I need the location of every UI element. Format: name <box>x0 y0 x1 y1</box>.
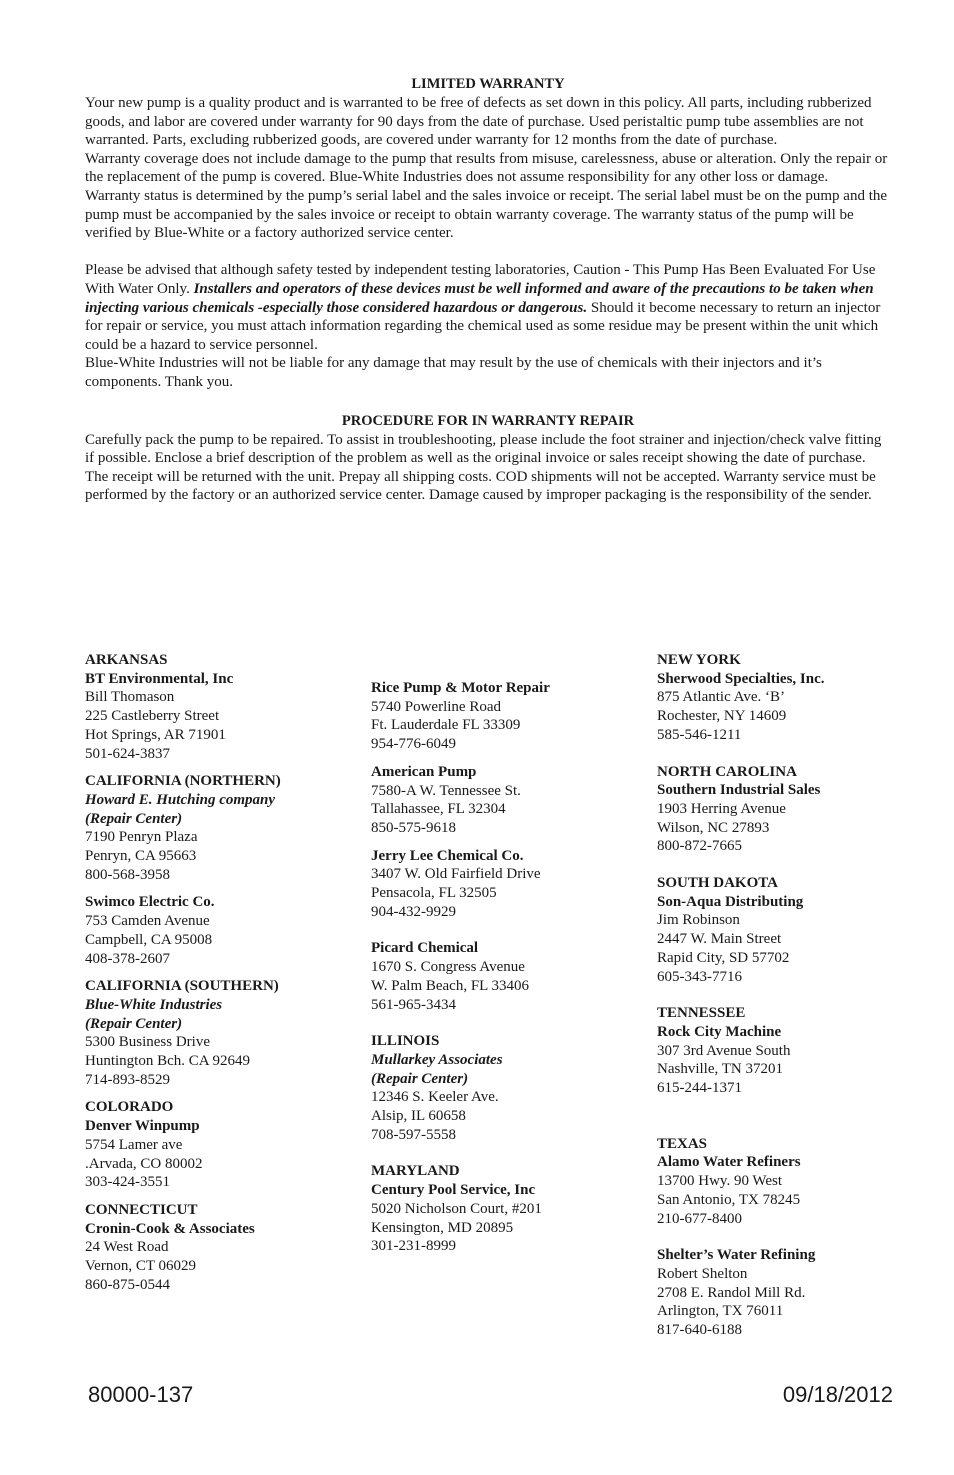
warranty-paragraph-2: Warranty coverage does not include damage to the pump that results from misuse, carelessness, abuse or alteration. Only the repair or the replacement of the pump is covered. Blue-White Industries does not assume responsibility for any other loss or damage. <box>85 150 888 186</box>
company-name: Southern Industrial Sales <box>657 782 821 799</box>
caution-emphasis: Installers and operators of these devices must be well informed and aware of the precautions to be taken when injecting various chemicals -especially those considered hazardous or dangerous. <box>85 280 874 316</box>
service-center-entry <box>371 847 631 922</box>
service-center-entry <box>657 763 917 857</box>
company-name: BT Environmental, Inc <box>85 670 234 687</box>
company-name: Shelter’s Water Refining <box>657 1247 816 1264</box>
service-center-entry <box>85 772 345 884</box>
address-line: 5754 Lamer ave <box>85 1136 183 1153</box>
service-center-entry <box>657 651 917 745</box>
service-center-entry <box>85 1201 345 1295</box>
service-center-entry <box>85 977 345 1089</box>
address-line: Jim Robinson <box>657 912 740 929</box>
address-line: Rapid City, SD 57702 <box>657 949 790 966</box>
company-name: Cronin-Cook & Associates <box>85 1220 255 1237</box>
liability-paragraph: Blue-White Industries will not be liable for any damage that may result by the use of chemicals with their injectors and it’s components. Thank you. <box>85 355 822 390</box>
address-line: 585-546-1211 <box>657 726 742 743</box>
state-heading: CALIFORNIA (SOUTHERN) <box>85 978 279 995</box>
service-center-entry <box>371 1162 631 1256</box>
caution-return-text: Should it become necessary to return an injector for repair or service, you must attach information regarding the chemical used as some residue may be present within the unit which could be a hazard to service personnel. <box>85 299 881 353</box>
address-line: Vernon, CT 06029 <box>85 1258 196 1275</box>
address-line: Wilson, NC 27893 <box>657 819 770 836</box>
company-name: Howard E. Hutching company <box>85 791 276 808</box>
state-heading: SOUTH DAKOTA <box>657 875 778 892</box>
address-line: Huntington Bch. CA 92649 <box>85 1053 251 1070</box>
revision-date: 09/18/2012 <box>782 1382 893 1407</box>
company-name: Blue-White Industries <box>85 996 223 1013</box>
address-line: 2708 E. Randol Mill Rd. <box>657 1284 806 1301</box>
address-line: 714-893-8529 <box>85 1071 170 1088</box>
address-line: 5020 Nicholson Court, #201 <box>371 1200 542 1217</box>
address-line: 753 Camden Avenue <box>85 913 210 930</box>
address-line: Rochester, NY 14609 <box>657 708 787 725</box>
address-line: 225 Castleberry Street <box>85 708 220 725</box>
state-heading: NORTH CAROLINA <box>657 763 797 780</box>
warranty-text <box>85 75 891 505</box>
state-heading: CALIFORNIA (NORTHERN) <box>85 773 281 790</box>
address-line: 2447 W. Main Street <box>657 931 782 948</box>
procedure-paragraph: Carefully pack the pump to be repaired. To assist in troubleshooting, please include the foot strainer and injection/check valve fitting if possible. Enclose a brief description of the problem as well as the original invoice or sales receipt showing the date of purchase. The receipt will be returned with the unit. Prepay all shipping costs. COD shipments will not be accepted. Warranty service must be performed by the factory or an authorized service center. Damage caused by improper packaging is the responsibility of the sender. <box>85 431 882 504</box>
state-heading: ARKANSAS <box>85 652 168 668</box>
address-line: Bill Thomason <box>85 689 175 706</box>
company-name: Century Pool Service, Inc <box>371 1182 536 1199</box>
address-line: 817-640-6188 <box>657 1322 742 1339</box>
address-line: 7580-A W. Tennessee St. <box>371 782 521 799</box>
service-centers-column-2 <box>371 679 631 1265</box>
address-line: Arlington, TX 76011 <box>657 1303 784 1320</box>
company-name: Mullarkey Associates <box>371 1051 503 1068</box>
address-line: 860-875-0544 <box>85 1276 170 1293</box>
address-line: Tallahassee, FL 32304 <box>371 801 506 818</box>
address-line: 904-432-9929 <box>371 903 456 920</box>
address-line: 24 West Road <box>85 1239 169 1256</box>
address-line: Hot Springs, AR 71901 <box>85 726 226 743</box>
service-center-entry <box>371 1032 631 1144</box>
address-line: Nashville, TN 37201 <box>657 1061 783 1078</box>
company-name: Rice Pump & Motor Repair <box>371 680 550 696</box>
service-center-entry <box>657 1246 917 1340</box>
address-line: 12346 S. Keeler Ave. <box>371 1089 499 1106</box>
address-line: 210-677-8400 <box>657 1210 742 1227</box>
warranty-paragraph-1: Your new pump is a quality product and is warranted to be free of defects as set down in this policy. All parts, including rubberized goods, and labor are covered under warranty for 90 days from the date of purchase. Used peristaltic pump tube assemblies are not warranted. Parts, excluding rubberized goods, are covered under warranty for 12 months from the date of purchase. <box>85 95 872 149</box>
address-line: Ft. Lauderdale FL 33309 <box>371 717 521 734</box>
warranty-paragraph-3: Warranty status is determined by the pump’s serial label and the sales invoice or receipt. The serial label must be on the pump and the pump must be accompanied by the sales invoice or receipt to obtain warranty coverage. The warranty status of the pump will be verified by Blue-White or a factory authorized service center. <box>85 187 888 242</box>
repair-center-label: (Repair Center) <box>371 1070 469 1087</box>
address-line: 561-965-3434 <box>371 996 456 1013</box>
part-number: 80000-137 <box>88 1382 194 1407</box>
service-center-entry <box>371 939 631 1014</box>
company-name: Alamo Water Refiners <box>657 1154 801 1171</box>
address-line: .Arvada, CO 80002 <box>85 1155 203 1172</box>
address-line: 7190 Penryn Plaza <box>85 829 198 846</box>
address-line: 13700 Hwy. 90 West <box>657 1173 783 1190</box>
address-line: 1903 Herring Avenue <box>657 800 786 817</box>
service-center-entry <box>371 679 631 754</box>
company-name: Son-Aqua Distributing <box>657 893 804 910</box>
service-center-entry <box>371 763 631 838</box>
address-line: 408-378-2607 <box>85 950 170 967</box>
service-center-entry <box>657 1135 917 1229</box>
address-line: Robert Shelton <box>657 1265 748 1282</box>
company-name: Swimco Electric Co. <box>85 894 215 911</box>
address-line: 5300 Business Drive <box>85 1034 210 1051</box>
address-line: Pensacola, FL 32505 <box>371 885 497 902</box>
address-line: 5740 Powerline Road <box>371 698 501 715</box>
state-heading: MARYLAND <box>371 1163 460 1180</box>
state-heading: TENNESSEE <box>657 1005 746 1022</box>
company-name: Sherwood Specialties, Inc. <box>657 670 825 687</box>
limited-warranty-title: LIMITED WARRANTY <box>411 76 565 92</box>
address-line: Alsip, IL 60658 <box>371 1108 466 1125</box>
service-centers-column-1 <box>85 651 345 1304</box>
procedure-title: PROCEDURE FOR IN WARRANTY REPAIR <box>341 412 635 429</box>
address-line: 605-343-7716 <box>657 968 742 985</box>
caution-text: Please be advised that although safety tested by independent testing laboratories, Caution - This Pump Has Been Evaluated For Use With Water Only. <box>85 262 876 297</box>
address-line: 301-231-8999 <box>371 1238 456 1255</box>
service-center-entry <box>85 651 345 763</box>
company-name: Picard Chemical <box>371 940 479 957</box>
address-line: 875 Atlantic Ave. ‘B’ <box>657 689 786 706</box>
address-line: 501-624-3837 <box>85 745 170 762</box>
company-name: Jerry Lee Chemical Co. <box>371 847 524 864</box>
address-line: 1670 S. Congress Avenue <box>371 959 525 976</box>
caution-paragraph <box>85 261 891 354</box>
address-line: W. Palm Beach, FL 33406 <box>371 977 530 994</box>
address-line: 800-568-3958 <box>85 866 170 883</box>
address-line: 850-575-9618 <box>371 819 456 836</box>
service-center-entry <box>657 874 917 986</box>
address-line: 307 3rd Avenue South <box>657 1042 791 1059</box>
service-center-entry <box>85 1098 345 1192</box>
state-heading: CONNECTICUT <box>85 1201 198 1218</box>
address-line: San Antonio, TX 78245 <box>657 1191 801 1208</box>
service-centers-column-3 <box>657 651 917 1349</box>
address-line: 800-872-7665 <box>657 838 742 855</box>
service-center-entry <box>85 893 345 968</box>
address-line: 708-597-5558 <box>371 1126 456 1143</box>
repair-center-label: (Repair Center) <box>85 810 183 827</box>
address-line: Penryn, CA 95663 <box>85 848 197 865</box>
state-heading: ILLINOIS <box>371 1033 440 1050</box>
service-center-entry <box>657 1004 917 1098</box>
company-name: Denver Winpump <box>85 1118 200 1135</box>
company-name: Rock City Machine <box>657 1023 782 1040</box>
repair-center-label: (Repair Center) <box>85 1015 183 1032</box>
company-name: American Pump <box>371 763 477 780</box>
address-line: Kensington, MD 20895 <box>371 1219 514 1236</box>
state-heading: TEXAS <box>657 1135 708 1152</box>
address-line: 954-776-6049 <box>371 736 456 753</box>
address-line: 615-244-1371 <box>657 1080 742 1097</box>
state-heading: NEW YORK <box>657 652 741 668</box>
address-line: 303-424-3551 <box>85 1174 170 1191</box>
address-line: 3407 W. Old Fairfield Drive <box>371 866 541 883</box>
address-line: Campbell, CA 95008 <box>85 931 213 948</box>
state-heading: COLORADO <box>85 1099 174 1116</box>
